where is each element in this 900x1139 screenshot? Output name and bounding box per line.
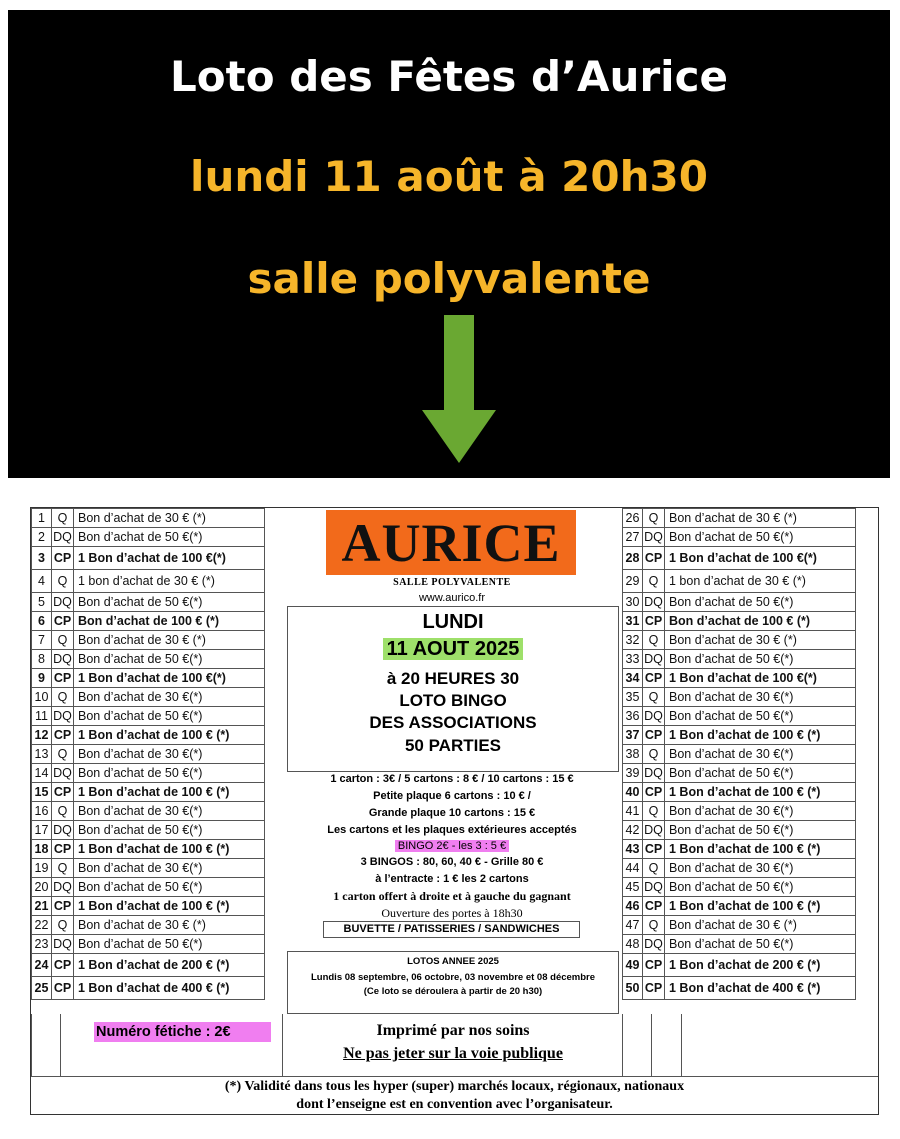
lot-prize: 1 Bon d’achat de 100 € (*) xyxy=(665,897,856,916)
event-banner xyxy=(8,10,890,478)
lot-prize: Bon d’achat de 50 €(*) xyxy=(665,821,856,840)
lot-prize: Bon d’achat de 50 €(*) xyxy=(74,821,265,840)
lot-number: 15 xyxy=(32,783,52,802)
lot-number: 19 xyxy=(32,859,52,878)
lot-row xyxy=(32,688,265,707)
lots-table-left xyxy=(31,508,265,1000)
lot-prize: Bon d’achat de 50 €(*) xyxy=(74,707,265,726)
lot-prize: Bon d’achat de 50 €(*) xyxy=(74,593,265,612)
lot-prize: Bon d’achat de 30 € (*) xyxy=(665,916,856,935)
lotos-title: LOTOS ANNEE 2025 xyxy=(407,956,499,967)
lotos-note: (Ce loto se déroulera à partir de 20 h30) xyxy=(363,986,543,997)
lot-type: DQ xyxy=(643,821,665,840)
event-day: LUNDI xyxy=(422,611,484,633)
event-organizer: DES ASSOCIATIONS xyxy=(369,713,537,732)
lot-number: 1 xyxy=(32,509,52,528)
price-small-plate: Petite plaque 6 cartons : 10 € / xyxy=(373,790,531,802)
lot-row xyxy=(32,547,265,570)
lot-type: Q xyxy=(52,570,74,593)
lot-number: 8 xyxy=(32,650,52,669)
lot-row xyxy=(32,935,265,954)
lot-row xyxy=(32,783,265,802)
lot-row xyxy=(623,547,856,570)
lot-prize: 1 Bon d’achat de 100 € (*) xyxy=(74,897,265,916)
lot-number: 11 xyxy=(32,707,52,726)
lots-table-right xyxy=(622,508,856,1000)
lot-type: CP xyxy=(52,547,74,570)
lot-prize: Bon d’achat de 50 €(*) xyxy=(74,878,265,897)
lot-prize: Bon d’achat de 30 € (*) xyxy=(74,631,265,650)
lot-row xyxy=(623,707,856,726)
lot-number: 39 xyxy=(623,764,643,783)
lot-prize: Bon d’achat de 50 €(*) xyxy=(665,878,856,897)
lot-type: DQ xyxy=(52,707,74,726)
lot-type: CP xyxy=(643,840,665,859)
lot-type: CP xyxy=(643,783,665,802)
lot-type: CP xyxy=(643,954,665,977)
banner-title: Loto des Fêtes d’Aurice xyxy=(170,52,728,101)
lot-type: CP xyxy=(52,840,74,859)
lot-number: 23 xyxy=(32,935,52,954)
lot-number: 42 xyxy=(623,821,643,840)
lot-prize: Bon d’achat de 50 €(*) xyxy=(665,764,856,783)
lot-prize: Bon d’achat de 30 €(*) xyxy=(665,688,856,707)
lot-row xyxy=(32,745,265,764)
lot-number: 5 xyxy=(32,593,52,612)
banner-date: lundi 11 août à 20h30 xyxy=(190,152,708,201)
lot-number: 12 xyxy=(32,726,52,745)
lot-prize: Bon d’achat de 30 €(*) xyxy=(74,859,265,878)
lot-row xyxy=(32,726,265,745)
lot-prize: Bon d’achat de 30 € (*) xyxy=(665,509,856,528)
lot-row xyxy=(623,859,856,878)
lot-row xyxy=(32,977,265,1000)
lot-prize: Bon d’achat de 30 €(*) xyxy=(74,745,265,764)
lot-prize: Bon d’achat de 100 € (*) xyxy=(665,612,856,631)
lot-type: Q xyxy=(52,509,74,528)
lot-row xyxy=(623,878,856,897)
lot-number: 16 xyxy=(32,802,52,821)
lot-row xyxy=(623,650,856,669)
lot-prize: 1 bon d’achat de 30 € (*) xyxy=(665,570,856,593)
lot-type: Q xyxy=(52,745,74,764)
lot-number: 50 xyxy=(623,977,643,1000)
lot-number: 7 xyxy=(32,631,52,650)
lot-prize: 1 Bon d’achat de 100 €(*) xyxy=(665,547,856,570)
lot-number: 10 xyxy=(32,688,52,707)
divider xyxy=(681,1014,682,1076)
lot-prize: 1 bon d’achat de 30 € (*) xyxy=(74,570,265,593)
lot-number: 9 xyxy=(32,669,52,688)
lot-row xyxy=(32,916,265,935)
event-parties: 50 PARTIES xyxy=(404,736,502,755)
litter-note: Ne pas jeter sur la voie publique xyxy=(343,1045,563,1062)
lot-row xyxy=(32,650,265,669)
lot-row xyxy=(623,745,856,764)
lot-row xyxy=(32,954,265,977)
lot-prize: Bon d’achat de 30 €(*) xyxy=(74,802,265,821)
lot-prize: 1 Bon d’achat de 100 €(*) xyxy=(74,669,265,688)
external-cards-note: Les cartons et les plaques extérieures acceptés xyxy=(327,824,577,836)
offert-note: 1 carton offert à droite et à gauche du gagnant xyxy=(333,889,571,903)
lot-row xyxy=(32,897,265,916)
price-large-plate: Grande plaque 10 cartons : 15 € xyxy=(368,807,536,819)
lot-number: 30 xyxy=(623,593,643,612)
price-cartons: 1 carton : 3€ / 5 cartons : 8 € / 10 cartons : 15 € xyxy=(330,773,574,785)
lot-number: 49 xyxy=(623,954,643,977)
lot-row xyxy=(623,840,856,859)
lot-prize: Bon d’achat de 50 €(*) xyxy=(665,650,856,669)
lot-type: DQ xyxy=(52,593,74,612)
lot-type: CP xyxy=(52,669,74,688)
lot-row xyxy=(32,878,265,897)
printed-note: Imprimé par nos soins xyxy=(376,1022,530,1039)
lot-type: Q xyxy=(52,631,74,650)
refreshments-box: BUVETTE / PATISSERIES / SANDWICHES xyxy=(323,921,580,938)
lot-number: 4 xyxy=(32,570,52,593)
lot-row xyxy=(32,802,265,821)
lot-number: 13 xyxy=(32,745,52,764)
lot-number: 21 xyxy=(32,897,52,916)
bottom-row xyxy=(31,1014,878,1076)
lot-type: Q xyxy=(643,688,665,707)
lot-number: 45 xyxy=(623,878,643,897)
lot-row xyxy=(32,669,265,688)
lot-type: Q xyxy=(52,859,74,878)
lot-type: Q xyxy=(52,916,74,935)
lot-number: 32 xyxy=(623,631,643,650)
lot-number: 47 xyxy=(623,916,643,935)
lot-type: CP xyxy=(52,726,74,745)
lot-row xyxy=(623,821,856,840)
lot-number: 6 xyxy=(32,612,52,631)
lot-number: 17 xyxy=(32,821,52,840)
lot-row xyxy=(623,688,856,707)
lot-number: 43 xyxy=(623,840,643,859)
lot-prize: Bon d’achat de 30 €(*) xyxy=(665,745,856,764)
lot-prize: 1 Bon d’achat de 100 €(*) xyxy=(665,669,856,688)
lot-row xyxy=(623,977,856,1000)
lot-row xyxy=(32,840,265,859)
lot-type: DQ xyxy=(52,821,74,840)
lot-number: 14 xyxy=(32,764,52,783)
footer-line-1: (*) Validité dans tous les hyper (super) marchés locaux, régionaux, nationaux xyxy=(224,1079,685,1094)
lot-prize: Bon d’achat de 50 €(*) xyxy=(665,528,856,547)
lot-type: DQ xyxy=(52,878,74,897)
lot-type: DQ xyxy=(52,650,74,669)
lot-number: 48 xyxy=(623,935,643,954)
lot-row xyxy=(32,707,265,726)
divider xyxy=(31,1014,32,1076)
lot-prize: Bon d’achat de 30 €(*) xyxy=(74,688,265,707)
lot-prize: 1 Bon d’achat de 100 € (*) xyxy=(665,840,856,859)
lot-row xyxy=(32,528,265,547)
lot-number: 29 xyxy=(623,570,643,593)
lot-prize: 1 Bon d’achat de 100 € (*) xyxy=(665,783,856,802)
lot-type: CP xyxy=(52,954,74,977)
lot-number: 22 xyxy=(32,916,52,935)
lot-prize: Bon d’achat de 30 €(*) xyxy=(665,859,856,878)
lot-prize: 1 Bon d’achat de 100 € (*) xyxy=(74,840,265,859)
lot-row xyxy=(32,570,265,593)
venue-label: SALLE POLYVALENTE xyxy=(393,577,511,588)
lot-prize: Bon d’achat de 50 €(*) xyxy=(665,593,856,612)
lot-row xyxy=(32,612,265,631)
validity-footer xyxy=(31,1076,878,1115)
lot-type: DQ xyxy=(643,878,665,897)
lot-prize: 1 Bon d’achat de 400 € (*) xyxy=(665,977,856,1000)
aurice-logo: AURICE xyxy=(326,510,576,575)
event-name: LOTO BINGO xyxy=(399,691,507,710)
lot-type: CP xyxy=(52,783,74,802)
lot-prize: Bon d’achat de 50 €(*) xyxy=(74,528,265,547)
lot-number: 33 xyxy=(623,650,643,669)
lot-type: Q xyxy=(643,859,665,878)
lotos-schedule xyxy=(287,951,619,1014)
lot-type: DQ xyxy=(643,935,665,954)
lot-type: Q xyxy=(643,802,665,821)
lot-row xyxy=(32,631,265,650)
lot-prize: Bon d’achat de 50 €(*) xyxy=(74,650,265,669)
divider xyxy=(651,1014,652,1076)
lot-number: 36 xyxy=(623,707,643,726)
doors-opening: Ouverture des portes à 18h30 xyxy=(381,906,523,920)
lot-type: CP xyxy=(643,612,665,631)
lot-number: 31 xyxy=(623,612,643,631)
lot-prize: Bon d’achat de 100 € (*) xyxy=(74,612,265,631)
lot-row xyxy=(32,509,265,528)
lot-number: 18 xyxy=(32,840,52,859)
lot-number: 2 xyxy=(32,528,52,547)
lot-row xyxy=(623,528,856,547)
lot-row xyxy=(623,669,856,688)
lot-prize: Bon d’achat de 30 € (*) xyxy=(74,916,265,935)
lot-type: Q xyxy=(643,745,665,764)
lot-type: CP xyxy=(643,669,665,688)
lot-prize: Bon d’achat de 30 € (*) xyxy=(665,631,856,650)
banner-place: salle polyvalente xyxy=(247,254,651,303)
lot-number: 38 xyxy=(623,745,643,764)
lot-number: 44 xyxy=(623,859,643,878)
lot-type: DQ xyxy=(643,650,665,669)
lot-type: CP xyxy=(643,897,665,916)
lucky-number: Numéro fétiche : 2€ xyxy=(94,1022,271,1042)
lot-number: 3 xyxy=(32,547,52,570)
lot-prize: 1 Bon d’achat de 400 € (*) xyxy=(74,977,265,1000)
lot-type: DQ xyxy=(52,935,74,954)
lot-row xyxy=(623,954,856,977)
lot-row xyxy=(623,593,856,612)
event-date-text: 11 AOUT 2025 xyxy=(383,638,524,660)
lot-type: DQ xyxy=(52,764,74,783)
lot-row xyxy=(623,509,856,528)
lot-type: DQ xyxy=(643,764,665,783)
lot-prize: Bon d’achat de 50 €(*) xyxy=(665,707,856,726)
lot-number: 27 xyxy=(623,528,643,547)
lot-type: Q xyxy=(643,631,665,650)
lot-type: DQ xyxy=(52,528,74,547)
divider xyxy=(60,1014,61,1076)
bingo-price-text: BINGO 2€ - les 3 : 5 € xyxy=(395,840,509,852)
lot-row xyxy=(623,783,856,802)
lot-number: 26 xyxy=(623,509,643,528)
lot-row xyxy=(623,570,856,593)
lotos-dates: Lundis 08 septembre, 06 octobre, 03 novembre et 08 décembre xyxy=(310,972,596,983)
lot-number: 25 xyxy=(32,977,52,1000)
website-link[interactable]: www.aurico.fr xyxy=(418,592,486,604)
lot-prize: 1 Bon d’achat de 200 € (*) xyxy=(665,954,856,977)
lot-type: CP xyxy=(643,547,665,570)
event-date xyxy=(288,638,618,661)
lot-row xyxy=(623,802,856,821)
lot-row xyxy=(623,764,856,783)
lot-type: Q xyxy=(52,688,74,707)
lot-row xyxy=(623,897,856,916)
lot-type: Q xyxy=(52,802,74,821)
entracte-note: à l’entracte : 1 € les 2 cartons xyxy=(375,873,529,885)
lot-row xyxy=(32,859,265,878)
bingo-price xyxy=(282,840,622,852)
lot-number: 46 xyxy=(623,897,643,916)
lot-type: Q xyxy=(643,916,665,935)
lot-prize: Bon d’achat de 50 €(*) xyxy=(665,935,856,954)
loto-sheet xyxy=(30,507,879,1115)
footer-line-2: dont l’enseigne est en convention avec l’organisateur. xyxy=(296,1097,613,1112)
lot-number: 35 xyxy=(623,688,643,707)
lot-type: CP xyxy=(52,612,74,631)
lot-number: 20 xyxy=(32,878,52,897)
lot-type: Q xyxy=(643,570,665,593)
lot-row xyxy=(623,631,856,650)
down-arrow-icon xyxy=(422,315,496,465)
lot-type: CP xyxy=(643,726,665,745)
lot-prize: 1 Bon d’achat de 100 €(*) xyxy=(74,547,265,570)
lot-row xyxy=(32,764,265,783)
lot-number: 37 xyxy=(623,726,643,745)
lot-number: 40 xyxy=(623,783,643,802)
lot-prize: Bon d’achat de 30 € (*) xyxy=(74,509,265,528)
lot-row xyxy=(623,612,856,631)
event-time: à 20 HEURES 30 xyxy=(386,669,520,688)
lot-prize: 1 Bon d’achat de 100 € (*) xyxy=(74,783,265,802)
lot-type: CP xyxy=(52,977,74,1000)
event-box xyxy=(287,606,619,772)
lot-type: CP xyxy=(52,897,74,916)
lot-type: DQ xyxy=(643,528,665,547)
lot-row xyxy=(32,821,265,840)
lot-prize: 1 Bon d’achat de 100 € (*) xyxy=(665,726,856,745)
bingo-prizes: 3 BINGOS : 80, 60, 40 € - Grille 80 € xyxy=(360,856,544,868)
lot-row xyxy=(623,916,856,935)
lot-type: Q xyxy=(643,509,665,528)
lot-row xyxy=(32,593,265,612)
lot-prize: Bon d’achat de 50 €(*) xyxy=(74,935,265,954)
event-info xyxy=(282,508,622,1014)
lot-prize: Bon d’achat de 30 €(*) xyxy=(665,802,856,821)
lot-prize: Bon d’achat de 50 €(*) xyxy=(74,764,265,783)
lot-type: DQ xyxy=(643,593,665,612)
lot-type: CP xyxy=(643,977,665,1000)
lot-number: 28 xyxy=(623,547,643,570)
lot-type: DQ xyxy=(643,707,665,726)
lot-number: 34 xyxy=(623,669,643,688)
lot-row xyxy=(623,935,856,954)
lot-prize: 1 Bon d’achat de 200 € (*) xyxy=(74,954,265,977)
lot-number: 24 xyxy=(32,954,52,977)
lot-prize: 1 Bon d’achat de 100 € (*) xyxy=(74,726,265,745)
lot-row xyxy=(623,726,856,745)
lot-number: 41 xyxy=(623,802,643,821)
